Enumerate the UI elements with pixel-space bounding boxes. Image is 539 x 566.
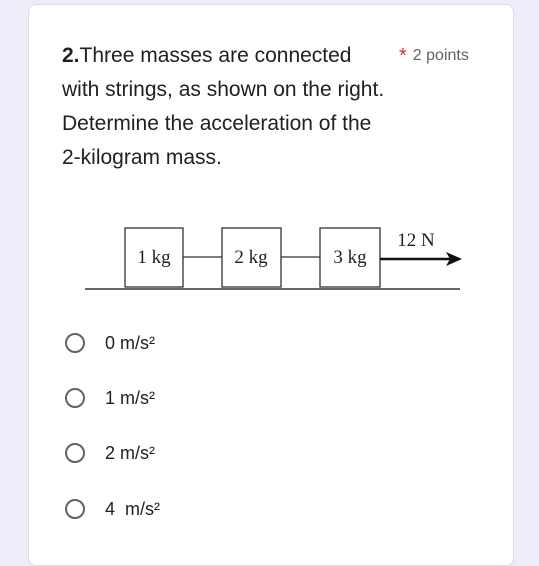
option-1-label: 1 m/s² — [105, 387, 156, 408]
question-body: Three masses are connected with strings, as shown on the right. Determine the acceleration of the 2-kilogram mass. — [62, 44, 385, 169]
question-card — [28, 4, 514, 566]
option-3-radio[interactable] — [62, 496, 88, 522]
mass-label-2kg: 2 kg — [234, 247, 268, 268]
radio-circle-icon — [65, 499, 85, 519]
radio-circle-icon — [65, 333, 85, 353]
option-0-label: 0 m/s² — [105, 332, 156, 353]
points-label: 2 points — [412, 47, 469, 64]
mass-label-1kg: 1 kg — [137, 247, 171, 268]
option-0-radio[interactable] — [62, 330, 88, 356]
force-label: 12 N — [397, 230, 435, 251]
option-1[interactable] — [62, 383, 155, 413]
option-0[interactable] — [62, 328, 155, 358]
question-text — [62, 39, 392, 175]
option-1-radio[interactable] — [62, 385, 88, 411]
radio-circle-icon — [65, 388, 85, 408]
option-2-label: 2 m/s² — [105, 442, 156, 463]
option-3[interactable] — [62, 494, 160, 524]
mass-label-3kg: 3 kg — [333, 247, 367, 268]
question-number: 2. — [62, 44, 80, 67]
option-2[interactable] — [62, 438, 155, 468]
radio-circle-icon — [65, 443, 85, 463]
option-2-radio[interactable] — [62, 440, 88, 466]
masses-diagram — [79, 215, 469, 305]
option-3-label: 4 m/s² — [105, 498, 161, 519]
points-indicator — [399, 43, 469, 66]
required-asterisk: * — [399, 45, 407, 67]
